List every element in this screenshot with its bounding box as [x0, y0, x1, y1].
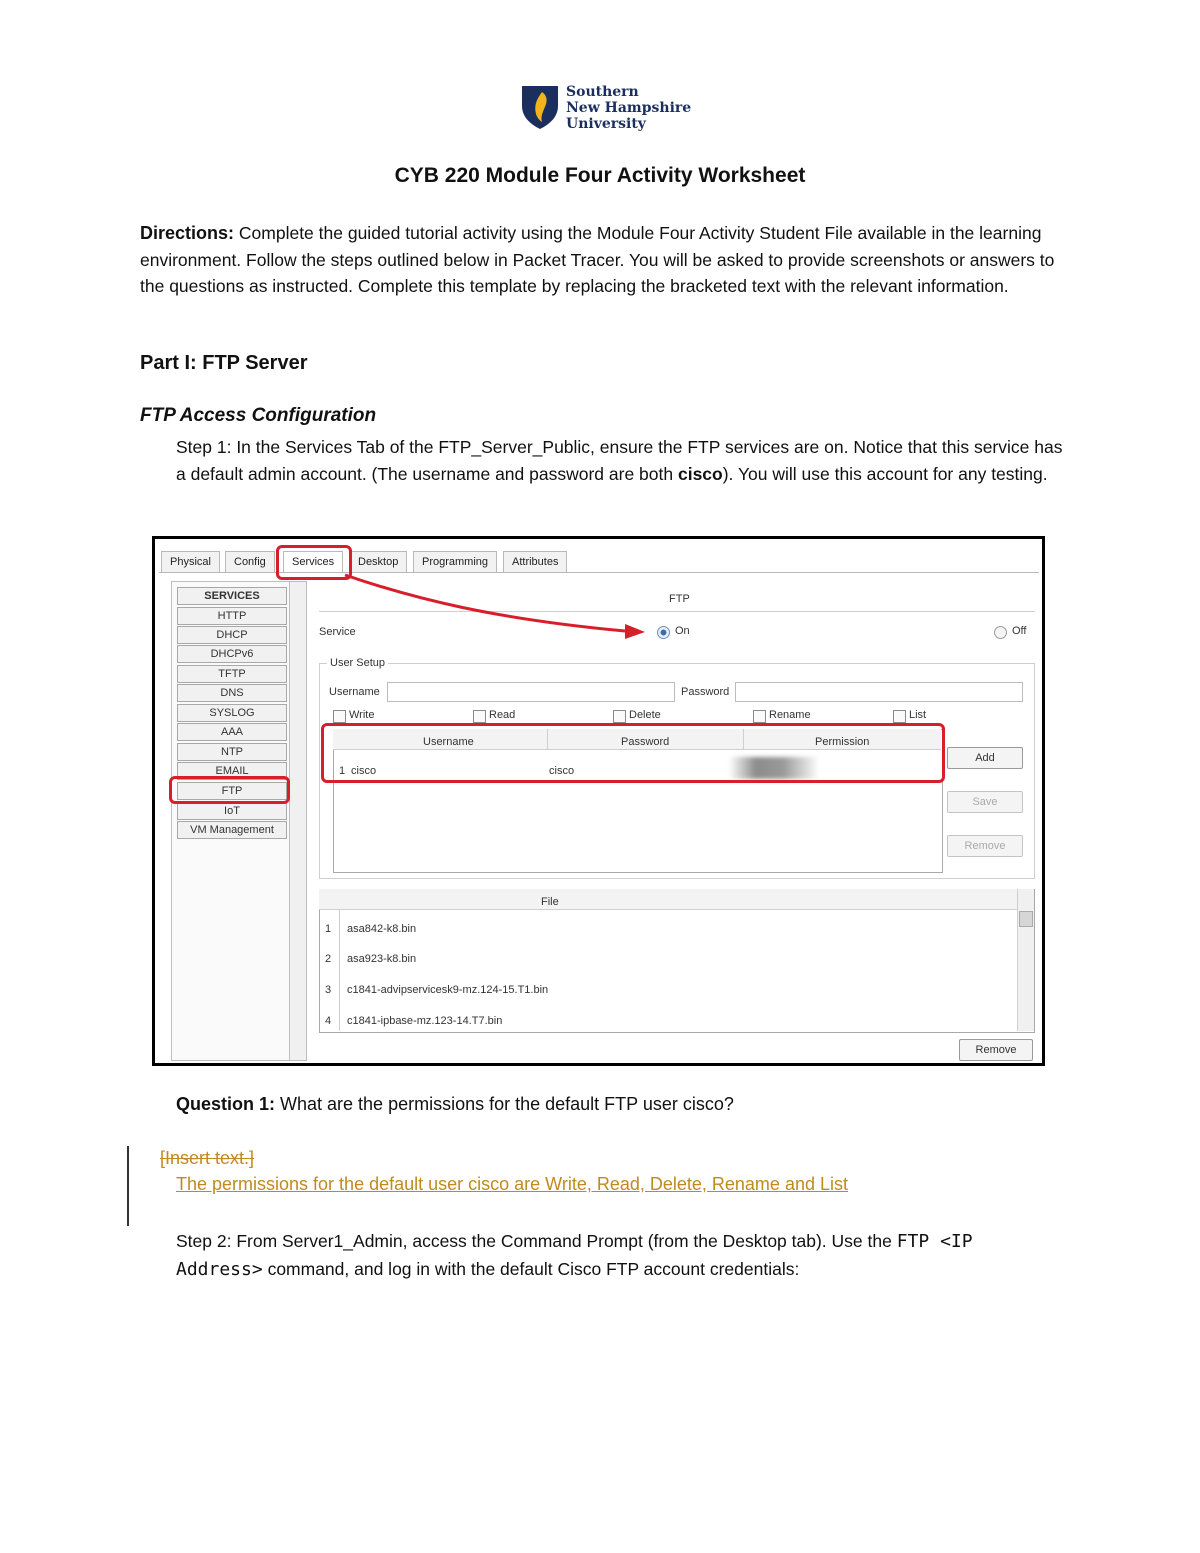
- tab-programming[interactable]: Programming: [413, 551, 497, 573]
- remove-user-button[interactable]: Remove: [947, 835, 1023, 857]
- tracked-change-bar: [127, 1146, 129, 1226]
- user-setup-label: User Setup: [327, 657, 388, 669]
- answer-text: The permissions for the default user cisco are Write, Read, Delete, Rename and List: [176, 1174, 848, 1194]
- service-aaa[interactable]: AAA: [177, 723, 287, 741]
- tab-desktop[interactable]: Desktop: [349, 551, 407, 573]
- file-scrollbar-thumb[interactable]: [1019, 911, 1033, 927]
- write-label: Write: [349, 709, 375, 721]
- question-1: [176, 1094, 734, 1115]
- password-input[interactable]: [735, 682, 1023, 702]
- username-label: Username: [329, 686, 380, 698]
- directions-label: Directions:: [140, 223, 235, 243]
- save-button[interactable]: Save: [947, 791, 1023, 813]
- service-dhcpv6[interactable]: DHCPv6: [177, 645, 287, 663]
- tab-config[interactable]: Config: [225, 551, 275, 573]
- remove-file-button[interactable]: Remove: [959, 1039, 1033, 1061]
- file-row-number: 2: [325, 953, 332, 965]
- file-table-header: [319, 889, 1017, 910]
- password-label: Password: [681, 686, 730, 698]
- step2-command: FTP <IP Address>: [176, 1231, 973, 1280]
- file-name: c1841-ipbase-mz.123-14.T7.bin: [347, 1015, 503, 1027]
- service-dhcp[interactable]: DHCP: [177, 626, 287, 644]
- services-header: SERVICES: [177, 587, 287, 605]
- service-tftp[interactable]: TFTP: [177, 665, 287, 683]
- delete-checkbox[interactable]: [613, 710, 626, 723]
- file-name: asa923-k8.bin: [347, 953, 417, 965]
- file-row-number: 4: [325, 1015, 332, 1027]
- directions-paragraph: [140, 220, 1080, 300]
- packet-tracer-screenshot: [152, 536, 1045, 1066]
- highlight-user-row: [321, 723, 945, 783]
- step1-text-b: ). You will use this account for any testing.: [722, 463, 1048, 484]
- rename-checkbox[interactable]: [753, 710, 766, 723]
- part-heading: Part I: FTP Server: [140, 352, 308, 374]
- col-permission: Permission: [815, 736, 870, 748]
- document-title: CYB 220 Module Four Activity Worksheet: [394, 164, 806, 187]
- file-name: c1841-advipservicesk9-mz.124-15.T1.bin: [347, 984, 549, 996]
- service-dns[interactable]: DNS: [177, 684, 287, 702]
- service-ntp[interactable]: NTP: [177, 743, 287, 761]
- tab-physical[interactable]: Physical: [161, 551, 220, 573]
- service-email[interactable]: EMAIL: [177, 762, 287, 780]
- col-username: Username: [423, 736, 474, 748]
- step1-paragraph: [176, 434, 1076, 487]
- highlight-ftp-service: [169, 776, 290, 804]
- service-syslog[interactable]: SYSLOG: [177, 704, 287, 722]
- step1-bold: cisco: [677, 463, 723, 484]
- service-ftp[interactable]: FTP: [177, 782, 287, 800]
- delete-label: Delete: [629, 709, 661, 721]
- read-label: Read: [489, 709, 516, 721]
- file-row-number: 3: [325, 984, 332, 996]
- snhu-logo: [520, 84, 700, 134]
- directions-text: Complete the guided tutorial activity using the Module Four Activity Student File available in the learning environment. Follow the steps outlined below in Packet Tracer. You will be asked to provide screenshots or answers to the questions as instructed. Complete this template by replacing the bracketed text with the relevant information.: [140, 223, 1055, 296]
- row-password: cisco: [549, 765, 575, 777]
- col-file: File: [541, 896, 559, 908]
- col-password: Password: [621, 736, 670, 748]
- tab-services[interactable]: Services: [283, 551, 343, 573]
- logo-wordmark: Southern New Hampshire University: [566, 84, 692, 132]
- row-number: 1: [339, 765, 346, 777]
- red-arrow-icon: [155, 539, 1048, 659]
- step2-text-a: Step 2: From Server1_Admin, access the Command Prompt (from the Desktop tab). Use the: [176, 1231, 897, 1251]
- service-iot[interactable]: IoT: [177, 802, 287, 820]
- add-button[interactable]: Add: [947, 747, 1023, 769]
- off-label: Off: [1012, 625, 1027, 637]
- read-checkbox[interactable]: [473, 710, 486, 723]
- step2-text-b: command, and log in with the default Cisco FTP account credentials:: [262, 1258, 800, 1279]
- username-input[interactable]: [387, 682, 675, 702]
- insert-text-placeholder: [Insert text.]: [160, 1148, 255, 1168]
- section-heading: FTP Access Configuration: [140, 405, 377, 426]
- file-row-number: 1: [325, 923, 332, 935]
- list-checkbox[interactable]: [893, 710, 906, 723]
- question-1-label: Question 1:: [176, 1094, 276, 1114]
- tab-attributes[interactable]: Attributes: [503, 551, 567, 573]
- service-vm-management[interactable]: VM Management: [177, 821, 287, 839]
- write-checkbox[interactable]: [333, 710, 346, 723]
- rename-label: Rename: [769, 709, 811, 721]
- num-col-sep: [339, 909, 340, 1031]
- row-username: cisco: [351, 765, 377, 777]
- file-name: asa842-k8.bin: [347, 923, 417, 935]
- file-table: [319, 889, 1035, 1033]
- step2-paragraph: [176, 1228, 1056, 1283]
- on-label: On: [675, 625, 690, 637]
- step1-text-a: Step 1: In the Services Tab of the FTP_Server_Public, ensure the FTP services are on. Notice that this service has a default admin account. (The username and password are both: [176, 437, 1063, 484]
- service-label: Service: [319, 626, 356, 638]
- question-1-text: What are the permissions for the default FTP user cisco?: [275, 1094, 734, 1114]
- service-http[interactable]: HTTP: [177, 607, 287, 625]
- shield-flame-icon: [520, 84, 560, 130]
- list-label: List: [909, 709, 927, 721]
- ftp-panel-title: FTP: [669, 593, 690, 605]
